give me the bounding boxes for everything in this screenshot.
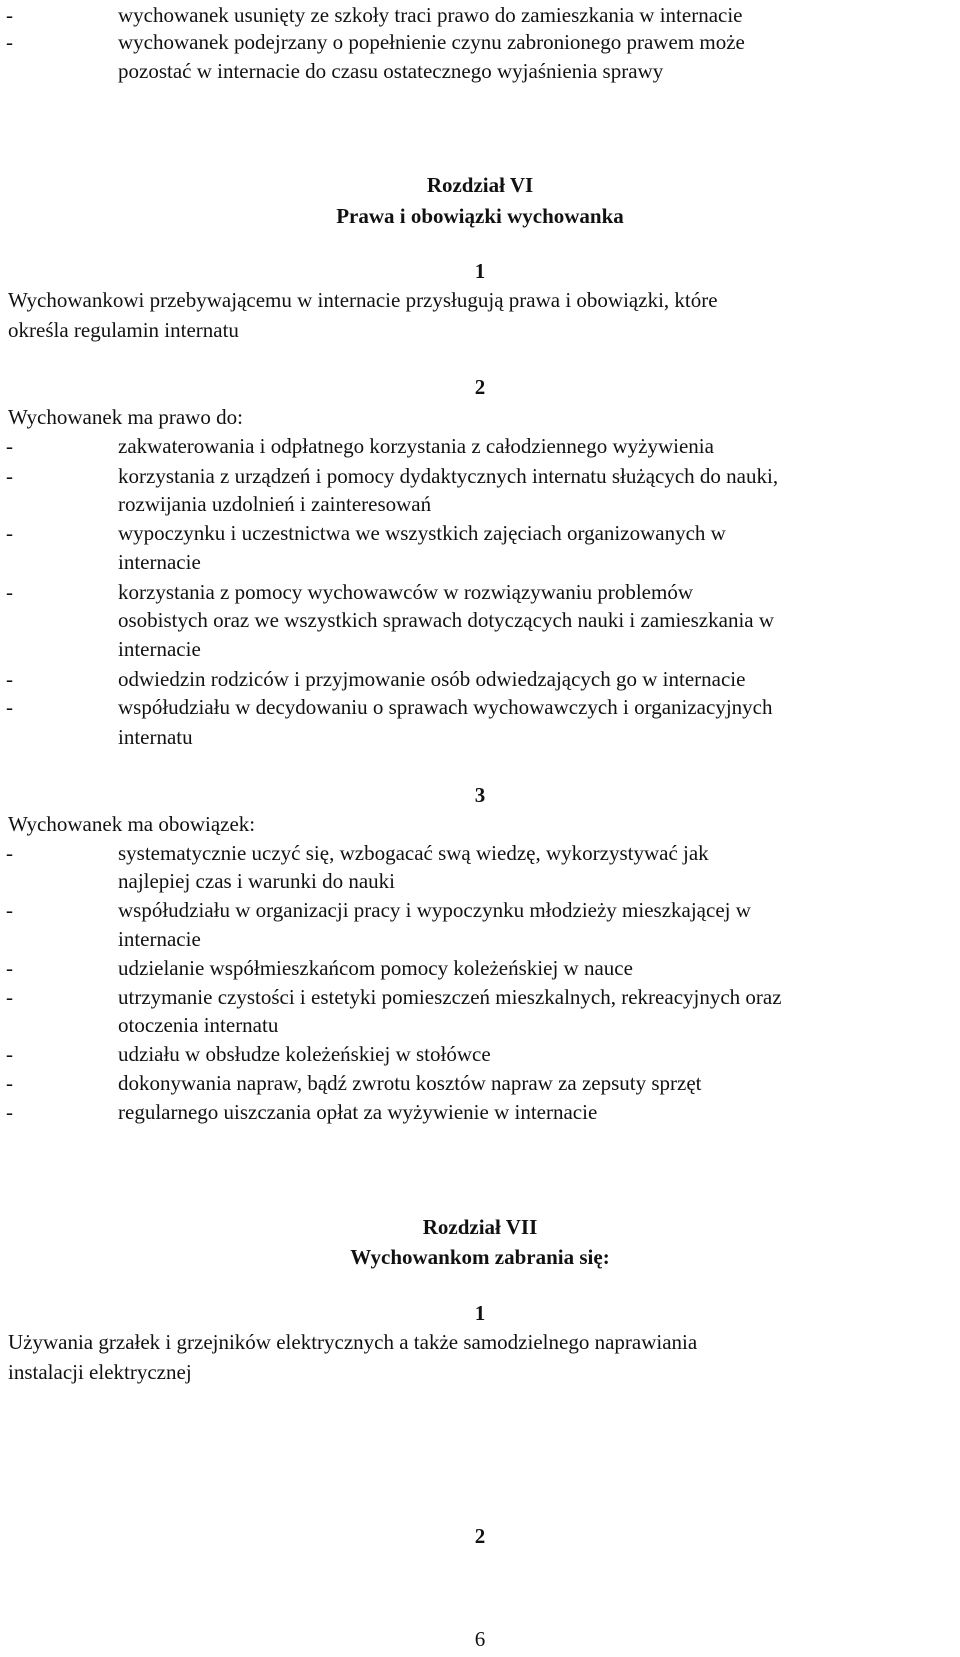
list-item-line: wypoczynku i uczestnictwa we wszystkich zajęciach organizowanych w <box>118 521 726 545</box>
list-item-line: wychowanek podejrzany o popełnienie czynu zabronionego prawem może <box>118 30 745 54</box>
list-item-line: systematycznie uczyć się, wzbogacać swą wiedzę, wykorzystywać jak <box>118 841 709 865</box>
chapter-title: Wychowankom zabrania się: <box>350 1245 610 1269</box>
list-dash: - <box>6 580 13 604</box>
page-number: 6 <box>474 1627 486 1651</box>
list-dash: - <box>6 667 13 691</box>
chapter-heading: Rozdział VII <box>422 1215 538 1239</box>
list-item-line: wychowanek usunięty ze szkoły traci prawo do zamieszkania w internacie <box>118 3 743 27</box>
list-dash: - <box>6 464 13 488</box>
list-dash: - <box>6 3 13 27</box>
chapter-heading: Rozdział VI <box>426 173 534 197</box>
list-dash: - <box>6 1042 13 1066</box>
section-intro: Wychowanek ma prawo do: <box>8 405 243 429</box>
list-item-line: otoczenia internatu <box>118 1013 279 1037</box>
section-number: 3 <box>474 783 486 807</box>
chapter-title: Prawa i obowiązki wychowanka <box>336 204 624 228</box>
section-number: 1 <box>474 259 486 283</box>
list-dash: - <box>6 30 13 54</box>
paragraph-line: Używania grzałek i grzejników elektrycznych a także samodzielnego naprawiania <box>8 1330 698 1354</box>
list-dash: - <box>6 841 13 865</box>
section-number: 2 <box>474 375 486 399</box>
list-item-line: dokonywania napraw, bądź zwrotu kosztów napraw za zepsuty sprzęt <box>118 1071 702 1095</box>
paragraph-line: Wychowankowi przebywającemu w internacie przysługują prawa i obowiązki, które <box>8 288 718 312</box>
list-item-line: pozostać w internacie do czasu ostatecznego wyjaśnienia sprawy <box>118 59 664 83</box>
list-dash: - <box>6 985 13 1009</box>
list-item-line: udzielanie współmieszkańcom pomocy koleżeńskiej w nauce <box>118 956 633 980</box>
list-item-line: korzystania z pomocy wychowawców w rozwiązywaniu problemów <box>118 580 693 604</box>
list-item-line: udziału w obsłudze koleżeńskiej w stołówce <box>118 1042 491 1066</box>
list-item-line: współudziału w decydowaniu o sprawach wychowawczych i organizacyjnych <box>118 695 773 719</box>
list-item-line: internacie <box>118 637 201 661</box>
list-item-line: najlepiej czas i warunki do nauki <box>118 869 395 893</box>
list-item-line: odwiedzin rodziców i przyjmowanie osób odwiedzających go w internacie <box>118 667 746 691</box>
list-dash: - <box>6 898 13 922</box>
paragraph-line: instalacji elektrycznej <box>8 1360 192 1384</box>
list-item-line: korzystania z urządzeń i pomocy dydaktycznych internatu służących do nauki, <box>118 464 779 488</box>
list-dash: - <box>6 434 13 458</box>
list-item-line: internatu <box>118 725 193 749</box>
section-number: 1 <box>474 1301 486 1325</box>
list-dash: - <box>6 521 13 545</box>
list-item-line: współudziału w organizacji pracy i wypoczynku młodzieży mieszkającej w <box>118 898 751 922</box>
list-item-line: regularnego uiszczania opłat za wyżywienie w internacie <box>118 1100 598 1124</box>
section-number: 2 <box>474 1524 486 1548</box>
list-item-line: zakwaterowania i odpłatnego korzystania z całodziennego wyżywienia <box>118 434 714 458</box>
list-dash: - <box>6 695 13 719</box>
list-dash: - <box>6 956 13 980</box>
list-dash: - <box>6 1100 13 1124</box>
list-item-line: osobistych oraz we wszystkich sprawach dotyczących nauki i zamieszkania w <box>118 608 775 632</box>
list-item-line: internacie <box>118 550 201 574</box>
paragraph-line: określa regulamin internatu <box>8 318 239 342</box>
list-item-line: rozwijania uzdolnień i zainteresowań <box>118 492 432 516</box>
section-intro: Wychowanek ma obowiązek: <box>8 812 256 836</box>
list-dash: - <box>6 1071 13 1095</box>
list-item-line: internacie <box>118 927 201 951</box>
list-item-line: utrzymanie czystości i estetyki pomieszczeń mieszkalnych, rekreacyjnych oraz <box>118 985 782 1009</box>
